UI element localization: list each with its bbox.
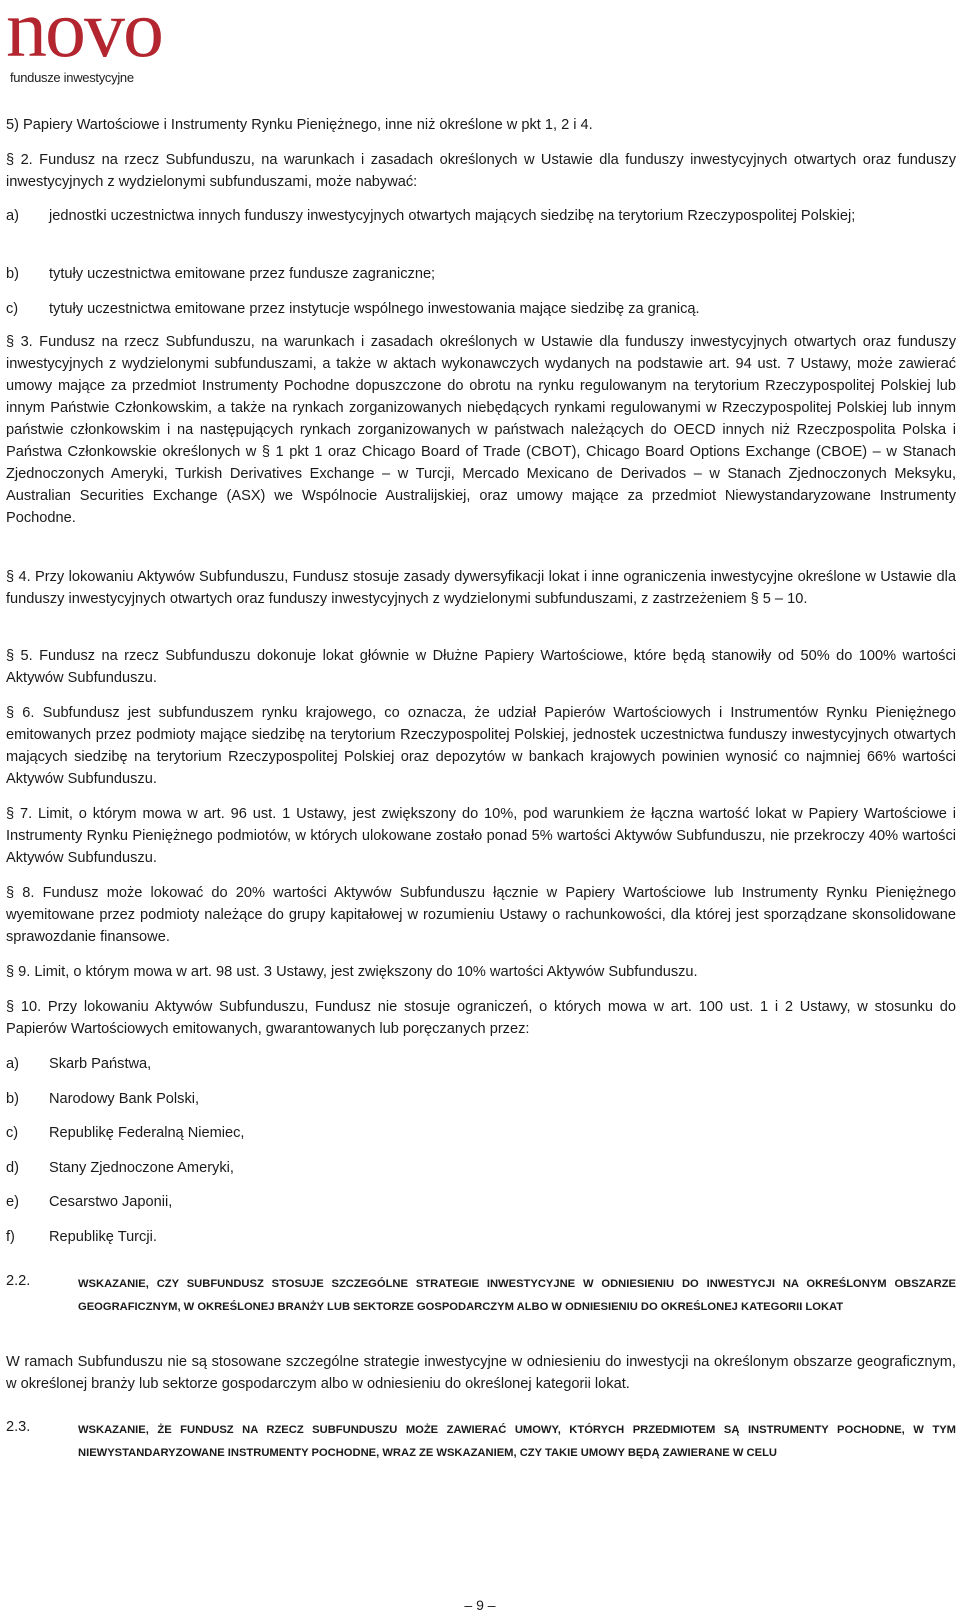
list-marker: b) <box>6 1091 19 1107</box>
list-text: Stany Zjednoczone Ameryki, <box>49 1160 234 1176</box>
list-text: jednostki uczestnictwa innych funduszy inwestycyjnych otwartych mających siedzibę na terytorium Rzeczypospolitej Polskiej; <box>49 208 856 224</box>
paragraph-par-3: § 3. Fundusz na rzecz Subfunduszu, na warunkach i zasadach określonych w Ustawie dla funduszy inwestycyjnych otwartych oraz funduszy inwestycyjnych z wydzielonymi subfunduszami, a także w aktach wykonawczych wydanych na podstawie art. 94 ust. 7 Ustawy, może zawierać umowy mające za przedmiot Instrumenty Pochodne dopuszczone do obrotu na rynku regulowanym na terytorium Rzeczypospolitej Polskiej lub innym Państwie Członkowskim, a także na rynkach zorganizowanych niebędących rynkami regulowanymi w Rzeczypospolitej Polskiej lub innym państwie członkowskim i na następujących rynkach zorganizowanych w państwach należących do OECD innych niż Rzeczpospolita Polska i Państwa Członkowskie określonych w § 1 pkt 1 oraz Chicago Board of Trade (CBOT), Chicago Board Options Exchange (CBOE) – w Stanach Zjednoczonych Ameryki, Turkish Derivatives Exchange – w Turcji, Mercado Mexicano de Derivados – w Stanach Zjednoczonych Meksyku, Australian Securities Exchange (ASX) we Wspólnocie Australijskiej, oraz umowy mające za przedmiot Niewystandaryzowane Instrumenty Pochodne. <box>6 334 956 526</box>
paragraph-par-2: § 2. Fundusz na rzecz Subfunduszu, na warunkach i zasadach określonych w Ustawie dla funduszy inwestycyjnych otwartych oraz funduszy inwestycyjnych z wydzielonymi subfunduszami, może nabywać: <box>6 152 956 190</box>
paragraph-strategy: W ramach Subfunduszu nie są stosowane szczególne strategie inwestycyjne w odniesieniu do inwestycji na określonym obszarze geograficznym, w określonej branży lub sektorze gospodarczym albo w odniesieniu do określonej kategorii lokat. <box>6 1354 956 1392</box>
list-text: Cesarstwo Japonii, <box>49 1194 173 1210</box>
list-marker: c) <box>6 301 19 317</box>
list-marker: b) <box>6 266 19 282</box>
list-text: tytuły uczestnictwa emitowane przez instytucje wspólnego inwestowania mające siedzibę za granicą. <box>49 301 700 317</box>
paragraph-item-5: 5) Papiery Wartościowe i Instrumenty Rynku Pieniężnego, inne niż określone w pkt 1, 2 i 4. <box>6 117 593 133</box>
section-number: 2.2. <box>6 1273 31 1289</box>
list-marker: a) <box>6 1056 19 1072</box>
list-text: Narodowy Bank Polski, <box>49 1091 200 1107</box>
logo-wordmark: novo <box>6 0 162 74</box>
section-number: 2.3. <box>6 1419 31 1435</box>
paragraph-par-10: § 10. Przy lokowaniu Aktywów Subfunduszu, Fundusz nie stosuje ograniczeń, o których mowa w art. 100 ust. 1 i 2 Ustawy, w stosunku do Papierów Wartościowych emitowanych, gwarantowanych lub poręczanych przez: <box>6 999 956 1037</box>
paragraph-par-4: § 4. Przy lokowaniu Aktywów Subfunduszu, Fundusz stosuje zasady dywersyfikacji lokat i inne ograniczenia inwestycyjne określone w Ustawie dla funduszy inwestycyjnych otwartych oraz funduszy inwestycyjnych z wydzielonymi subfunduszami, z zastrzeżeniem § 5 – 10. <box>6 569 956 607</box>
list-marker: c) <box>6 1125 19 1141</box>
paragraph-par-9: § 9. Limit, o którym mowa w art. 98 ust. 3 Ustawy, jest zwiększony do 10% wartości Aktywów Subfunduszu. <box>6 964 698 980</box>
list-marker: f) <box>6 1229 15 1245</box>
list-text: Republikę Turcji. <box>49 1229 157 1245</box>
list-marker: d) <box>6 1160 19 1176</box>
page-number: – 9 – <box>464 1597 496 1613</box>
paragraph-par-5: § 5. Fundusz na rzecz Subfunduszu dokonuje lokat głównie w Dłużne Papiery Wartościowe, które będą stanowiły od 50% do 100% wartości Aktywów Subfunduszu. <box>6 648 956 686</box>
list-text: tytuły uczestnictwa emitowane przez fundusze zagraniczne; <box>49 266 436 282</box>
list-marker: e) <box>6 1194 19 1210</box>
section-title: WSKAZANIE, CZY SUBFUNDUSZ STOSUJE SZCZEGÓLNE STRATEGIE INWESTYCYJNE W ODNIESIENIU DO INWESTYCJI NA OKREŚLONYM OBSZARZE GEOGRAFICZNYM, W OKREŚLONEJ BRANŻY LUB SEKTORZE GOSPODARCZYM ALBO W ODNIESIENIU DO OKREŚLONEJ KATEGORII LOKAT <box>78 1278 956 1313</box>
list-marker: a) <box>6 208 19 224</box>
section-title: WSKAZANIE, ŻE FUNDUSZ NA RZECZ SUBFUNDUSZU MOŻE ZAWIERAĆ UMOWY, KTÓRYCH PRZEDMIOTEM SĄ INSTRUMENTY POCHODNE, W TYM NIEWYSTANDARYZOWANE INSTRUMENTY POCHODNE, WRAZ ZE WSKAZANIEM, CZY TAKIE UMOWY BĘDĄ ZAWIERANE W CELU <box>78 1424 956 1459</box>
company-logo <box>4 2 164 92</box>
list-text: Republikę Federalną Niemiec, <box>49 1125 245 1141</box>
paragraph-par-7: § 7. Limit, o którym mowa w art. 96 ust. 1 Ustawy, jest zwiększony do 10%, pod warunkiem że łączna wartość lokat w Papiery Wartościowe i Instrumenty Rynku Pieniężnego podmiotów, w których ulokowane zostało ponad 5% wartości Aktywów Subfunduszu, nie przekroczy 40% wartości Aktywów Subfunduszu. <box>6 806 956 866</box>
paragraph-par-6: § 6. Subfundusz jest subfunduszem rynku krajowego, co oznacza, że udział Papierów Wartościowych i Instrumentów Rynku Pieniężnego emitowanych przez podmioty mające siedzibę na terytorium Rzeczypospolitej Polskiej, jednostek uczestnictwa funduszy inwestycyjnych otwartych mających siedzibę na terytorium Rzeczypospolitej Polskiej oraz depozytów w bankach krajowych powinien wynosić co najmniej 66% wartości Aktywów Subfunduszu. <box>6 705 956 787</box>
paragraph-par-8: § 8. Fundusz może lokować do 20% wartości Aktywów Subfunduszu łącznie w Papiery Wartościowe lub Instrumenty Rynku Pieniężnego wyemitowane przez podmioty należące do grupy kapitałowej w rozumieniu Ustawy o rachunkowości, dla której jest sporządzane skonsolidowane sprawozdanie finansowe. <box>6 885 956 945</box>
logo-tagline: fundusze inwestycyjne <box>10 70 134 85</box>
list-text: Skarb Państwa, <box>49 1056 152 1072</box>
